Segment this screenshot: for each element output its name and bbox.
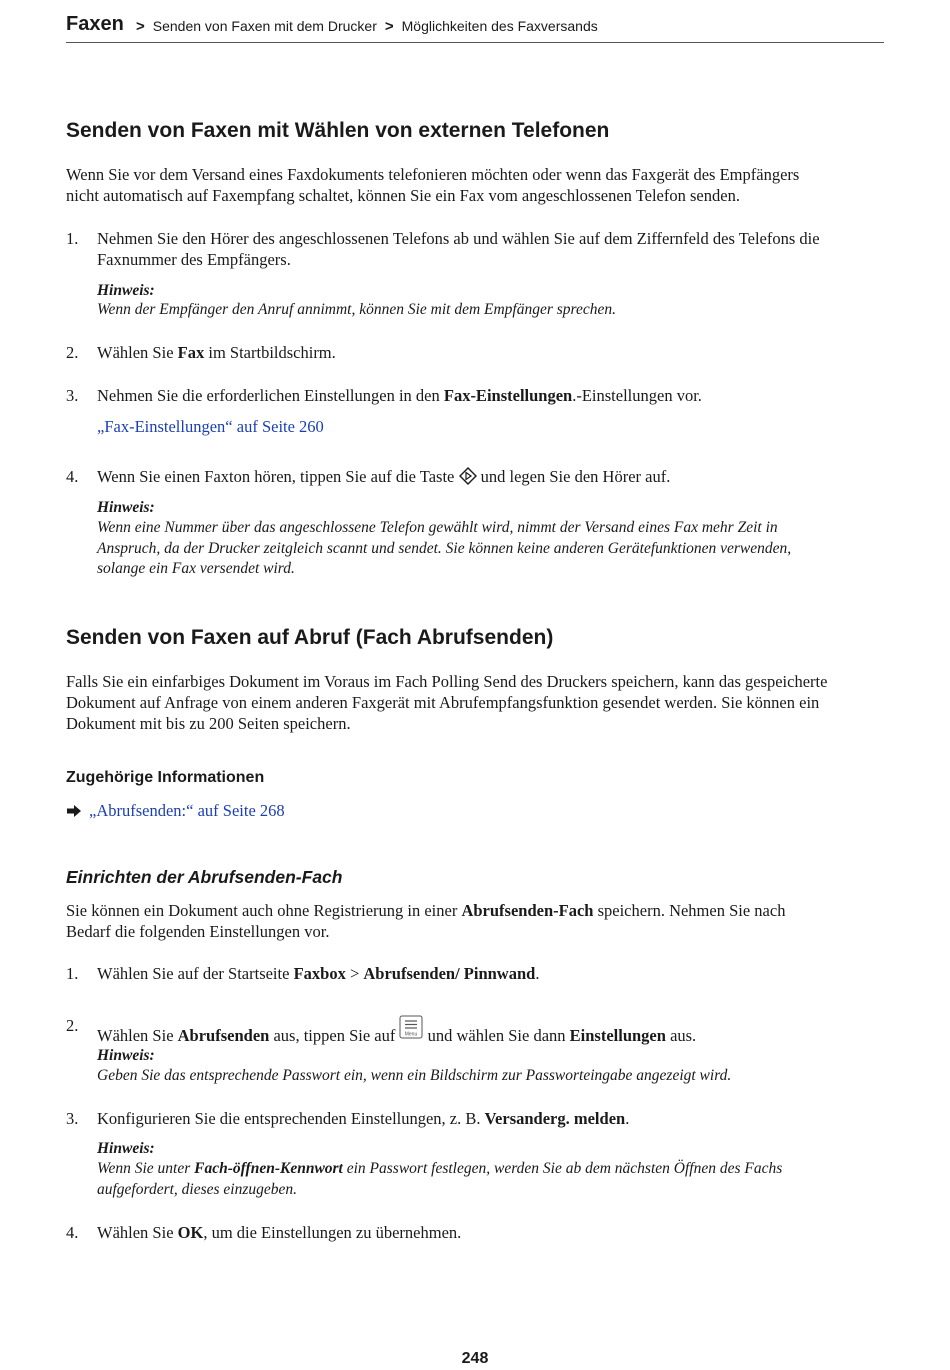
step-text-part: > xyxy=(345,964,364,983)
step-number: 1. xyxy=(66,229,79,248)
note-label: Hinweis: xyxy=(97,1047,155,1064)
step-text-part: . xyxy=(535,964,540,983)
step-text-part: Konfigurieren Sie die entsprechenden Einstellungen, z. B. xyxy=(97,1109,485,1128)
note-text: Geben Sie das entsprechende Passwort ein, wenn ein Bildschirm zur Passworteingabe angezeigt wird. xyxy=(97,1067,732,1084)
page-number: 248 xyxy=(461,1350,489,1367)
note-part: ein Passwort festlegen, werden Sie ab dem nächsten Öffnen des Fachs xyxy=(342,1160,783,1177)
section3-intro-part: speichern. Nehmen Sie nach xyxy=(593,901,786,920)
breadcrumb-root[interactable]: Faxen xyxy=(66,13,124,35)
step-number: 2. xyxy=(66,343,79,362)
breadcrumb-level2[interactable]: Senden von Faxen mit dem Drucker xyxy=(152,18,377,34)
ui-term: Einstellungen xyxy=(569,1026,666,1045)
ui-term: Abrufsenden/ Pinnwand xyxy=(363,964,536,983)
section2-intro-line: Falls Sie ein einfarbiges Dokument im Voraus im Fach Polling Send des Druckers speichern, kann das gespeicherte xyxy=(66,672,828,691)
ui-term: Fax-Einstellungen xyxy=(443,386,573,405)
section2-intro-line: Dokument mit bis zu 200 Seiten speichern. xyxy=(66,714,351,733)
note-text: Wenn der Empfänger den Anruf annimmt, können Sie mit dem Empfänger sprechen. xyxy=(97,301,617,318)
fax-settings-link[interactable]: „Fax-Einstellungen“ auf Seite 260 xyxy=(97,417,324,436)
step-number: 4. xyxy=(66,467,79,486)
breadcrumb-trail xyxy=(132,18,598,35)
step-text-part: im Startbildschirm. xyxy=(204,343,336,362)
menu-icon xyxy=(399,1015,423,1044)
section2-title: Senden von Faxen auf Abruf (Fach Abrufsenden) xyxy=(66,626,554,649)
section2-intro xyxy=(66,671,896,734)
ui-term: OK xyxy=(177,1223,204,1242)
breadcrumb-separator: > xyxy=(136,18,145,35)
step-text xyxy=(97,342,887,363)
step-text-part: Nehmen Sie die erforderlichen Einstellungen in den xyxy=(97,386,444,405)
step-text-part: und wählen Sie dann xyxy=(423,1026,570,1045)
note-part: Wenn Sie unter xyxy=(97,1160,195,1177)
menu-icon-label: Menu xyxy=(405,1031,418,1038)
ui-term: Faxbox xyxy=(293,964,346,983)
note-line: solange ein Fax versendet wird. xyxy=(97,560,295,577)
note-label: Hinweis: xyxy=(97,1140,155,1157)
breadcrumb-level3[interactable]: Möglichkeiten des Faxversands xyxy=(401,18,598,34)
section1-intro xyxy=(66,164,886,206)
step-text-line1: Nehmen Sie den Hörer des angeschlossenen Telefons ab und wählen Sie auf dem Ziffernfeld des Telefons die xyxy=(97,229,820,248)
step-text xyxy=(97,466,887,490)
breadcrumb xyxy=(66,11,884,43)
note-text xyxy=(97,1159,877,1200)
note-label: Hinweis: xyxy=(97,282,155,299)
step-text-part: Wählen Sie xyxy=(97,1223,178,1242)
section1-intro-line2: nicht automatisch auf Faxempfang schaltet, können Sie ein Fax vom angeschlossenen Telefon senden. xyxy=(66,186,740,205)
ui-term: Versanderg. melden xyxy=(484,1109,626,1128)
step-number: 1. xyxy=(66,964,79,983)
related-info-heading: Zugehörige Informationen xyxy=(66,769,265,786)
section2-intro-line: Dokument auf Anfrage von einem anderen Faxgerät mit Abrufempfangsfunktion gesendet werden. Sie können ein xyxy=(66,693,820,712)
section1-intro-line1: Wenn Sie vor dem Versand eines Faxdokuments telefonieren möchten oder wenn das Faxgerät des Empfängers xyxy=(66,165,800,184)
abrufsenden-link[interactable]: „Abrufsenden:“ auf Seite 268 xyxy=(89,801,285,820)
step-text xyxy=(97,385,887,406)
step-text-part: aus, tippen Sie auf xyxy=(269,1026,400,1045)
step-text-part: Wählen Sie auf der Startseite xyxy=(97,964,294,983)
step-text-part: .-Einstellungen vor. xyxy=(572,386,702,405)
step-text-part: Wählen Sie xyxy=(97,343,178,362)
step-text xyxy=(97,1108,887,1129)
section1-title: Senden von Faxen mit Wählen von externen Telefonen xyxy=(66,119,610,142)
note-line: Wenn eine Nummer über das angeschlossene Telefon gewählt wird, nimmt der Versand eines Fax mehr Zeit in xyxy=(97,519,778,536)
breadcrumb-separator: > xyxy=(384,18,394,35)
note-line: Anspruch, da der Drucker zeitgleich scannt und sendet. Sie können keine anderen Gerätefunktionen verwenden, xyxy=(97,539,792,557)
step-text-part: und legen Sie den Hörer auf. xyxy=(476,467,671,486)
step-text-part: . xyxy=(625,1109,630,1128)
ui-term: Abrufsenden-Fach xyxy=(461,901,594,920)
step-text xyxy=(97,228,887,270)
start-diamond-icon xyxy=(459,467,477,490)
section3-title: Einrichten der Abrufsenden-Fach xyxy=(66,867,343,887)
step-text-part: Wenn Sie einen Faxton hören, tippen Sie auf die Taste xyxy=(97,467,459,486)
ui-term: Abrufsenden xyxy=(177,1026,270,1045)
step-number: 3. xyxy=(66,1109,79,1128)
step-text-part: aus. xyxy=(665,1026,697,1045)
step-number: 4. xyxy=(66,1223,79,1242)
note-text xyxy=(97,518,877,580)
arrow-right-icon xyxy=(66,804,82,823)
step-text xyxy=(97,1015,897,1046)
step-text-part: , um die Einstellungen zu übernehmen. xyxy=(203,1223,462,1242)
related-link-row xyxy=(66,800,285,823)
note-label: Hinweis: xyxy=(97,499,155,516)
step-number: 3. xyxy=(66,386,79,405)
step-text-line2: Faxnummer des Empfängers. xyxy=(97,250,291,269)
section3-intro-part: Bedarf die folgenden Einstellungen vor. xyxy=(66,922,330,941)
ui-term: Fach-öffnen-Kennwort xyxy=(194,1160,343,1177)
section3-intro xyxy=(66,900,896,942)
note-part: aufgefordert, dieses einzugeben. xyxy=(97,1180,298,1198)
step-text-part: Wählen Sie xyxy=(97,1026,178,1045)
step-number: 2. xyxy=(66,1016,79,1035)
step-text xyxy=(97,963,887,984)
section3-intro-part: Sie können ein Dokument auch ohne Registrierung in einer xyxy=(66,901,462,920)
ui-term: Fax xyxy=(177,343,205,362)
step-text xyxy=(97,1222,887,1243)
